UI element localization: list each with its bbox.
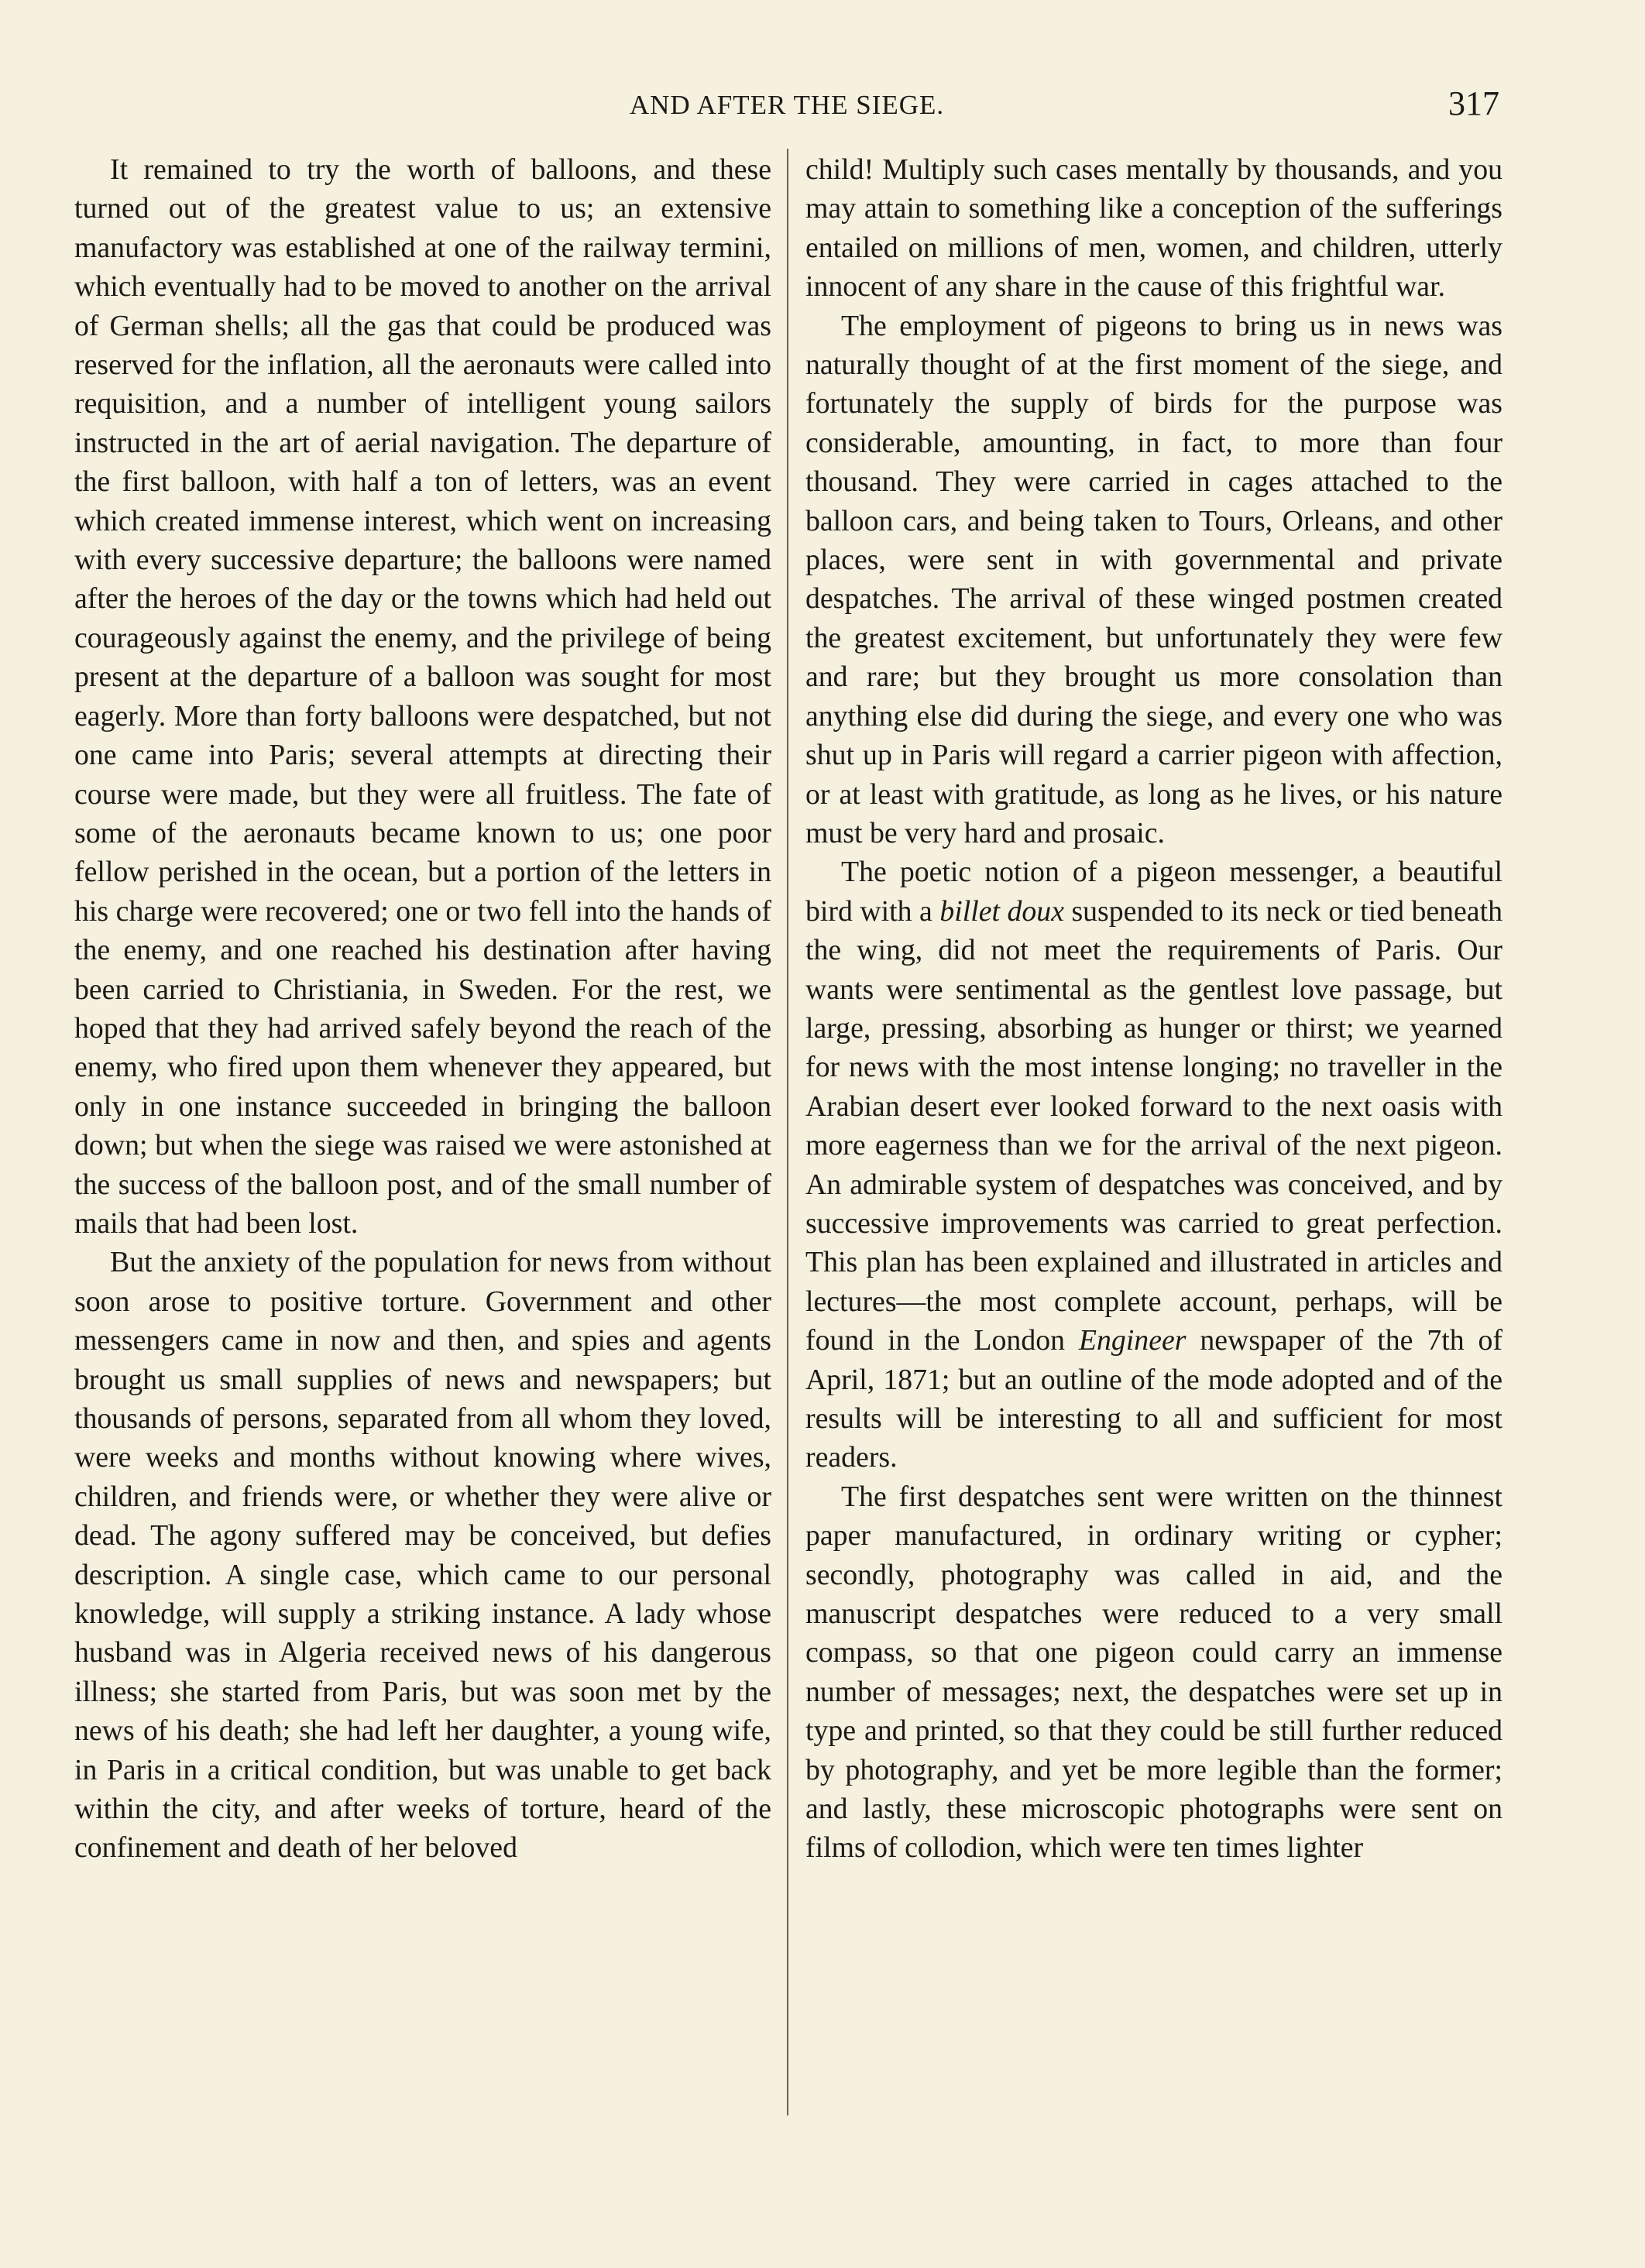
- running-title: AND AFTER THE SIEGE.: [629, 90, 945, 120]
- paragraph-continuation: child! Multiply such cases mentally by thousands, and you may attain to something like a conception of the sufferings entailed on millions of men, women, and children, utterly innocent of any share in the cause of this frightful war.: [805, 153, 1502, 304]
- paragraph-pigeons: The employment of pigeons to bring us in news was naturally thought of at the first moment of the siege, and fortunately the supply of birds for the purpose was considerable, amounting, in fact, to more than four thousand. They were carried in cages attached to the balloon cars, and being taken to Tours, Orleans, and other places, were sent in with governmental and private despatches. The arrival of these winged postmen created the greatest excitement, but unfortunately they were few and rare; but they brought us more consolation than anything else did during the siege, and every one who was shut up in Paris will regard a carrier pigeon with affection, or at least with gratitude, as long as he lives, or his nature must be very hard and prosaic.: [805, 309, 1502, 849]
- paragraph-anxiety: But the anxiety of the population for news from without soon arose to positive torture. Government and other messengers came in now and then, and spies and agents brought us small supplies of news and newspapers; but thousands of persons, separated from all whom they loved, were weeks and months without knowing where wives, children, and friends were, or whether they were alive or dead. The agony suffered may be conceived, but defies description. A single case, which came to our personal knowledge, will supply a striking instance. A lady whose husband was in Algeria received news of his dangerous illness; she started from Paris, but was soon met by the news of his death; she had left her daughter, a young wife, in Paris in a critical condition, but was unable to get back within the city, and after weeks of torture, heard of the confinement and death of her beloved: [74, 1246, 771, 1865]
- running-head: [74, 84, 1499, 130]
- page-number: 317: [1448, 84, 1499, 122]
- paragraph-despatches: The first despatches sent were written on the thinnest paper manufactured, in ordinary writing or cypher; secondly, photography was called in aid, and the manuscript despatches were reduced to a very small compass, so that one pigeon could carry an immense number of messages; next, the despatches were set up in type and printed, so that they could be still further reduced by photography, and yet be more legible than the former; and lastly, these microscopic photographs were sent on films of collodion, which were ten times lighter: [805, 1480, 1502, 1865]
- paragraph-balloons: It remained to try the worth of balloons, and these turned out of the greatest value to us; an extensive manufactory was established at one of the railway termini, which eventually had to be moved to another on the arrival of German shells; all the gas that could be produced was reserved for the inflation, all the aeronauts were called into requisition, and a number of intelligent young sailors instructed in the art of aerial navigation. The departure of the first balloon, with half a ton of letters, was an event which created immense interest, which went on increasing with every successive departure; the balloons were named after the heroes of the day or the towns which had held out courageously against the enemy, and the privilege of being present at the departure of a balloon was sought for most eagerly. More than forty balloons were despatched, but not one came into Paris; several attempts at directing their course were made, but they were all fruitless. The fate of some of the aeronauts became known to us; one poor fellow perished in the ocean, but a portion of the letters in his charge were recovered; one or two fell into the hands of the enemy, and one reached his destination after having been carried to Christiania, in Sweden. For the rest, we hoped that they had arrived safely beyond the reach of the enemy, who fired upon them whenever they appeared, but only in one instance succeeded in bringing the balloon down; but when the siege was raised we were astonished at the success of the balloon post, and of the small number of mails that had been lost.: [74, 153, 771, 1240]
- right-column: [805, 150, 1502, 1868]
- text-run: suspended to its neck or tied beneath the wing, did not meet the requirements of Paris. Our wants were sentimental as the gentlest love passage, but large, pressing, absorbing as hunger or thirst; we yearned for news with the most intense longing; no traveller in the Arabian desert ever looked forward to the next oasis with more eagerness than we for the arrival of the next pigeon. An admirable system of despatches was conceived, and by successive improvements was carried to great perfection. This plan has been explained and illustrated in articles and lectures—the most complete account, perhaps, will be found in the London: [805, 894, 1502, 1357]
- italic-billet-doux: billet doux: [939, 894, 1064, 928]
- left-column: [74, 150, 771, 1868]
- paragraph-poetic-notion: [805, 853, 1502, 1477]
- text-run: The poetic notion of a pigeon messenger, a beautiful bird with a: [805, 856, 1502, 928]
- column-divider: [787, 149, 788, 2115]
- text-run: newspaper of the 7th of April, 1871; but an outline of the mode adopted and of the results will be interesting to all and sufficient for most readers.: [805, 1324, 1502, 1474]
- italic-engineer: Engineer: [1078, 1324, 1187, 1357]
